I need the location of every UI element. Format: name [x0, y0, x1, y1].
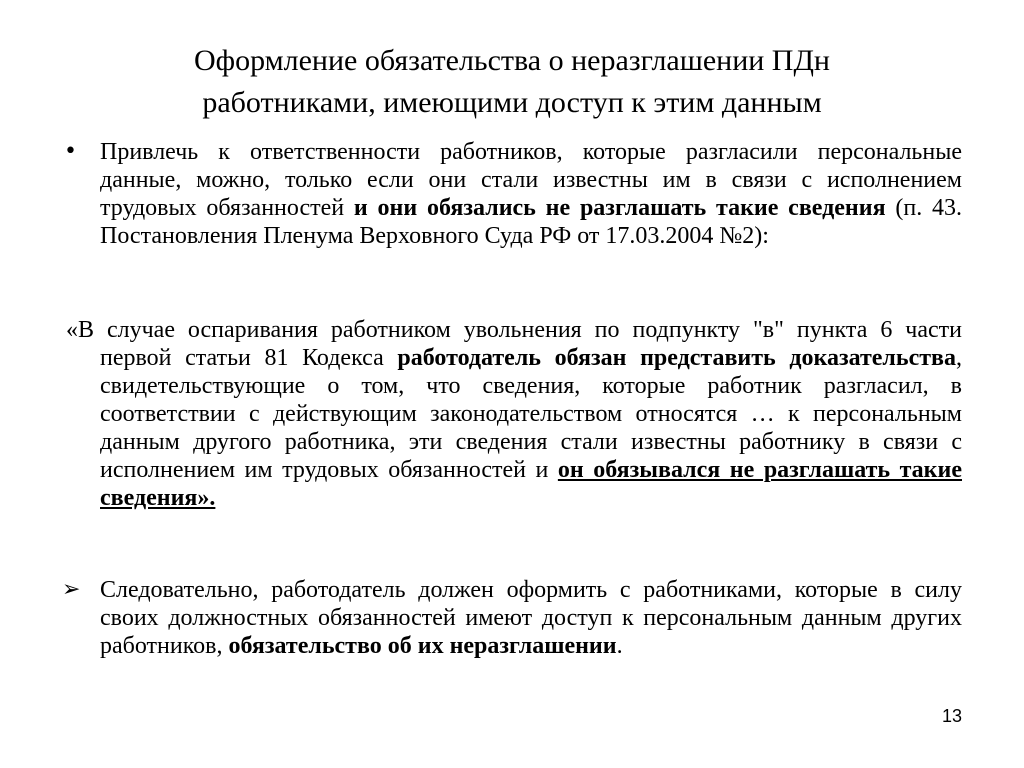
bullet-dot-icon: • — [64, 139, 77, 164]
slide-title — [70, 40, 954, 124]
quote-bold-underline: он обязывался не разглашать такие сведения». — [100, 457, 962, 511]
arrow-bullet-icon: ➢ — [62, 577, 81, 602]
bullet1-text-a: Привлечь к ответственности работников, которые разгласили персональные данные, можно, только если они стали известны им в связи с исполнением трудовых обязанностей — [100, 139, 962, 221]
bullet1-text-b: (п. 43. Постановления Пленума Верховного Суда РФ от 17.03.2004 №2): — [100, 195, 963, 249]
bullet2-text-b: . — [616, 633, 623, 659]
bullet-paragraph-2 — [100, 576, 962, 660]
page-number: 13 — [941, 706, 962, 726]
quote-text-a: В случае оспаривания работником увольнения по подпункту "в" пункта 6 части первой статьи 81 Кодекса — [78, 317, 962, 371]
quote-text-b: , свидетельствующие о том, что сведения, которые работник разгласил, в соответствии с действующим законодательством относятся … к персональным данным другого работника, эти сведения стали известны работнику в связи с исполнением им трудовых обязанностей и — [100, 345, 962, 483]
bullet-paragraph-1 — [100, 138, 962, 250]
slide-title-line-1: Оформление обязательства о неразглашении ПДн — [193, 44, 830, 77]
slide-title-line-2: работниками, имеющими доступ к этим данным — [202, 86, 822, 119]
bullet2-bold: обязательство об их неразглашении — [228, 633, 617, 659]
bullet2-text-a: Следовательно, работодатель должен оформить с работниками, которые в силу своих должностных обязанностей имеют доступ к персональным данным других работников, — [100, 577, 962, 659]
quote-open-mark: « — [66, 317, 78, 343]
quote-bold: работодатель обязан представить доказательства — [397, 345, 956, 371]
bullet1-bold: и они обязались не разглашать такие сведения — [353, 195, 886, 221]
quote-paragraph — [66, 316, 962, 512]
